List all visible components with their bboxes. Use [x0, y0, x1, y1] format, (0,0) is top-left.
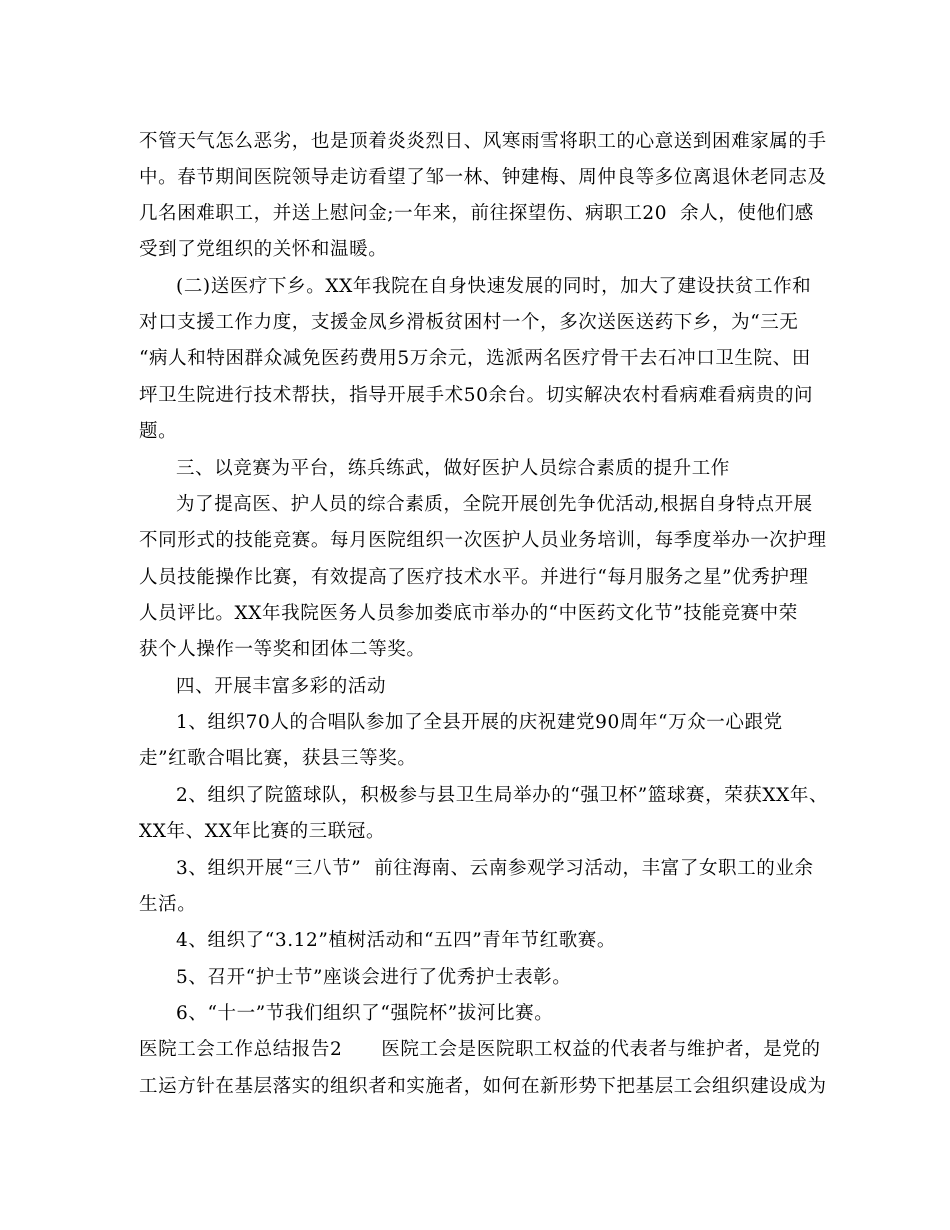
text-line: 医院工会工作总结报告2 医院工会是医院职工权益的代表者与维护者，是党的	[139, 1039, 821, 1060]
text-line: XX年、XX年比赛的三联冠。	[139, 821, 386, 842]
text-line: 坪卫生院进行技术帮扶，指导开展手术50余台。切实解决农村看病难看病贵的问	[139, 385, 814, 406]
text-line: 人员评比。XX年我院医务人员参加娄底市举办的“中医药文化节”技能竞赛中荣	[139, 603, 798, 624]
text-line: 中。春节期间医院领导走访看望了邹一林、钟建梅、周仲良等多位离退休老同志及	[139, 167, 827, 188]
section-heading: 三、以竞赛为平台，练兵练武，做好医护人员综合素质的提升工作	[176, 458, 730, 479]
text-line: 为了提高医、护人员的综合素质，全院开展创先争优活动,根据自身特点开展	[176, 494, 813, 515]
text-line: 不同形式的技能竞赛。每月医院组织一次医护人员业务培训，每季度举办一次护理	[139, 530, 827, 551]
text-line: 人员技能操作比赛，有效提高了医疗技术水平。并进行“每月服务之星”优秀护理	[139, 567, 809, 588]
text-line: 几名困难职工，并送上慰问金;一年来，前往探望伤、病职工20 余人，使他们感	[139, 203, 814, 224]
text-line: 对口支援工作力度，支援金凤乡滑板贫困村一个，多次送医送药下乡，为“三无	[139, 312, 799, 333]
text-line: 工运方针在基层落实的组织者和实施者，如何在新形势下把基层工会组织建设成为	[139, 1076, 827, 1097]
section-heading: 四、开展丰富多彩的活动	[176, 676, 387, 697]
list-item: 4、组织了“3.12”植树活动和“五四”青年节红歌赛。	[176, 930, 616, 951]
text-line: 获个人操作一等奖和团体二等奖。	[139, 639, 426, 660]
text-line: (二)送医疗下乡。XX年我院在自身快速发展的同时，加大了建设扶贫工作和	[176, 276, 812, 297]
text-line: 走”红歌合唱比赛，获县三等奖。	[139, 748, 417, 769]
text-line: 不管天气怎么恶劣，也是顶着炎炎烈日、风寒雨雪将职工的心意送到困难家属的手	[139, 131, 827, 152]
text-line: 受到了党组织的关怀和温暖。	[139, 239, 388, 260]
list-item: 3、组织开展“三八节” 前往海南、云南参观学习活动，丰富了女职工的业余	[176, 858, 814, 879]
list-item: 6、“十一”节我们组织了“强院杯”拔河比赛。	[176, 1003, 554, 1024]
list-item: 2、组织了院篮球队，积极参与县卫生局举办的“强卫杯”篮球赛，荣获XX年、	[176, 785, 829, 806]
text-line: 题。	[139, 421, 178, 442]
text-line: “病人和特困群众减免医药费用5万余元，选派两名医疗骨干去石冲口卫生院、田	[139, 348, 811, 369]
text-line: 生活。	[139, 894, 197, 915]
list-item: 5、召开“护士节”座谈会进行了优秀护士表彰。	[176, 967, 572, 988]
list-item: 1、组织70人的合唱队参加了全县开展的庆祝建党90周年“万众一心跟党	[176, 712, 783, 733]
